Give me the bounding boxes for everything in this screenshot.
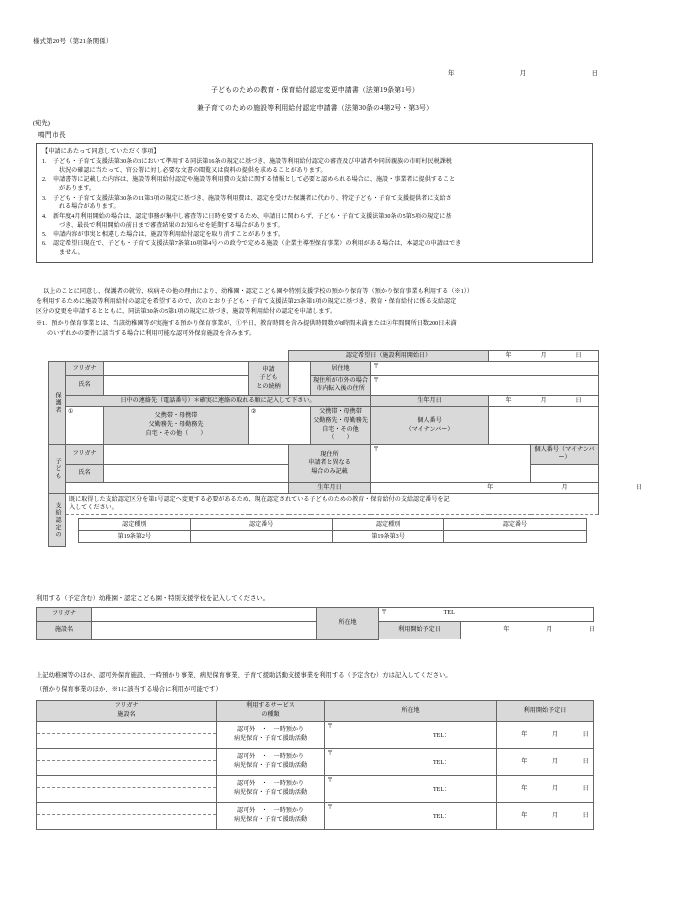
form-number: 様式第20号（第21条関係） bbox=[33, 38, 113, 45]
date-year-label: 年 bbox=[448, 70, 455, 77]
consent-item-text-main: 子ども・子育て支援法第30条の3において準用する同法第16条の規定に基づき、施設等利用給付認定の審査及び申請者や同居親族の市町村民税課税 bbox=[53, 159, 452, 166]
facility-location-label: 所在地 bbox=[317, 608, 379, 640]
guardian-birth-year: 年 bbox=[505, 397, 512, 404]
other-facility-name-input-2[interactable] bbox=[37, 761, 216, 775]
bottom-caption-1: 上記幼稚園等のほか、認可外保育施設、一時預かり事業、病児保育事業、子育て援助活動支援事業を利用する（予定含む）方は記入してください。 bbox=[36, 672, 452, 679]
status-section-label: 支給認定の bbox=[49, 493, 66, 546]
other-facility-name-input-4[interactable] bbox=[37, 815, 216, 829]
consent-item-text-main: 新年度4月利用開始の場合は、認定事務が集中し審査等に日時を要するため、申請日に関わらず、子ども・子育て支援法第30条の5第5項の規定に基 bbox=[53, 213, 452, 220]
child-birth-year: 年 bbox=[487, 484, 494, 491]
facility-start-month: 月 bbox=[546, 627, 553, 634]
hope-date-label: 認定希望日（施設利用開始日） bbox=[289, 351, 489, 362]
body-paragraph-line-2: を利用するために施設等利用給付の認定を希望するので、次のとおり子ども・子育て支援法第23条第1項の規定に基づき、教育・保育給付に係る支給認定 bbox=[36, 298, 457, 305]
document-title bbox=[0, 86, 630, 114]
outside-city-label: 現住所が市外の場合 市内転入後の住所 bbox=[311, 376, 371, 395]
guardian-birthdate-label: 生年月日 bbox=[371, 395, 489, 406]
consent-item bbox=[42, 158, 587, 176]
other-year-3: 年 bbox=[521, 786, 528, 793]
contact-header-label: 日中の連絡先（電話番号）＊確実に連絡の取れる順に記入して下さい。 bbox=[66, 395, 371, 406]
facility-start-row bbox=[379, 622, 594, 639]
other-start-date-header: 利用開始予定日 bbox=[497, 701, 594, 722]
consent-item-text bbox=[53, 231, 587, 240]
certification-table bbox=[78, 518, 587, 543]
consent-item-text-cont: があります。 bbox=[59, 186, 96, 193]
cert-type-header-2: 認定種別 bbox=[332, 519, 444, 531]
child-birthdate-input[interactable] bbox=[371, 482, 642, 493]
consent-item bbox=[42, 176, 587, 194]
other-facility-cell-1[interactable] bbox=[37, 722, 217, 749]
facility-start-cell bbox=[379, 622, 594, 640]
guardian-birth-month: 月 bbox=[540, 397, 547, 404]
other-facility-cell-2[interactable] bbox=[37, 749, 217, 776]
guardian-section-label: 保護者 bbox=[49, 362, 66, 445]
residence-input[interactable] bbox=[371, 362, 599, 376]
contact-2-options[interactable]: 父携帯・母携帯 父勤務先・母勤務先 自宅・その他（ ） bbox=[311, 406, 371, 444]
consent-item-number: 6. bbox=[42, 241, 47, 248]
cert-number-input-1[interactable] bbox=[190, 531, 332, 543]
consent-box bbox=[36, 143, 593, 263]
consent-item-text-main: 認定希望日現在で、子ども・子育て支援法第7条第10項第4号ハの政令で定める施設（企業主導型保育事業）の利用がある場合は、本認定の申請はでき bbox=[53, 241, 462, 248]
addressee-name: 鳴門市長 bbox=[38, 132, 66, 139]
consent-item bbox=[42, 195, 587, 213]
consent-item bbox=[42, 240, 587, 258]
facility-furigana-row bbox=[37, 608, 594, 622]
consent-item-text bbox=[53, 158, 587, 176]
hope-date-day: 日 bbox=[575, 353, 582, 359]
consent-item-number: 1. bbox=[42, 159, 47, 166]
child-address-label: 現住所 申請者と異なる 場合のみ記載 bbox=[289, 445, 371, 482]
postal-mark-icon: 〒 bbox=[373, 447, 380, 454]
status-note bbox=[66, 493, 599, 514]
table-row bbox=[37, 749, 594, 776]
other-service-type-header: 利用するサービス の種類 bbox=[217, 701, 325, 722]
other-location-header: 所在地 bbox=[325, 701, 497, 722]
cert-number-input-2[interactable] bbox=[444, 531, 586, 543]
other-start-date-3[interactable] bbox=[497, 776, 594, 803]
facility-name-row bbox=[37, 622, 594, 640]
consent-item-number: 2. bbox=[42, 177, 47, 184]
other-location-1[interactable] bbox=[325, 722, 497, 749]
relation-input[interactable] bbox=[289, 362, 311, 395]
contact-2-input[interactable]: ② bbox=[249, 406, 311, 444]
guardian-birth-day: 日 bbox=[575, 397, 582, 404]
other-service-type-4[interactable]: 認可外 ・ 一時預かり 病児保育・子育て援助活動 bbox=[217, 803, 325, 830]
facility-furigana-input[interactable] bbox=[92, 608, 317, 622]
consent-item-text-cont: づき、最長で利用開始の前日まで審査結果のお知らせを延期する場合があります。 bbox=[59, 222, 284, 229]
guardian-contact-header-row bbox=[49, 395, 599, 406]
cert-type-value-1: 第19条第2号 bbox=[79, 531, 191, 543]
other-day-1: 日 bbox=[582, 732, 589, 739]
other-start-date-1[interactable] bbox=[497, 722, 594, 749]
other-month-2: 月 bbox=[551, 759, 559, 766]
postal-mark-icon: 〒 bbox=[327, 778, 334, 785]
postal-mark-icon: 〒 bbox=[327, 751, 334, 758]
title-line-2: 兼子育てのための施設等利用給付認定申請書（法第30条の4第2号・第3号） bbox=[196, 105, 434, 113]
contact-1-input[interactable]: ① bbox=[66, 406, 104, 444]
consent-item-number: 3. bbox=[42, 195, 47, 202]
cert-subtable-wrapper bbox=[66, 515, 599, 544]
other-year-4: 年 bbox=[521, 813, 528, 820]
addressee-label: (宛先) bbox=[33, 120, 50, 127]
status-note-line-1: 既に取得した支給認定区分を第1号認定へ変更する必要があるため、現在認定されている子どものための教育・保育給付の支給認定番号を記 bbox=[69, 496, 450, 503]
child-furigana-label: フリガナ bbox=[66, 445, 104, 464]
other-tel-label-3: TEL： bbox=[433, 786, 450, 793]
contact-1-options[interactable]: 父携帯・母携帯 父勤務先・母勤務先 自宅・その他（ ） bbox=[104, 406, 249, 444]
facility-location-input[interactable] bbox=[379, 608, 594, 622]
consent-item-text-main: 申請書等に記載した内容は、施設等利用給付認定や施設等利用費の支給に関する情報として必要と認められる場合に、施設・事業者に提供すること bbox=[53, 177, 456, 184]
relation-label: 申請 子ども との続柄 bbox=[249, 362, 289, 395]
guardian-name-label: 氏名 bbox=[66, 376, 104, 395]
table-row bbox=[37, 803, 594, 830]
facility-start-label: 利用開始予定日 bbox=[379, 622, 461, 639]
consent-item-text bbox=[53, 195, 587, 213]
status-spacer-row bbox=[49, 543, 599, 546]
body-paragraph-line-1: 以上のことに同意し、保護者の就労、疾病その他の理由により、幼稚園・認定こども園や特別支援学校の預かり保育等（預かり保育事業も利用する（※1）） bbox=[43, 289, 473, 295]
status-note-row bbox=[49, 493, 599, 514]
certification-header-row bbox=[79, 519, 587, 531]
consent-item-text bbox=[53, 213, 587, 231]
date-day-label: 日 bbox=[591, 70, 598, 77]
other-facility-cell-4[interactable] bbox=[37, 803, 217, 830]
footnote-1-line-1: ※1．預かり保育事業とは、当該幼稚園等が実施する預かり保育事業が、①平日、教育時間を含み提供時間数が8時間未満または②年間開所日数200日未満 bbox=[36, 321, 457, 327]
consent-item-text-cont: 状況の確認に当たって、官公署に対し必要な文書の閲覧又は資料の提供を求めることがあります。 bbox=[59, 168, 327, 175]
other-service-type-3[interactable]: 認可外 ・ 一時預かり 病児保育・子育て援助活動 bbox=[217, 776, 325, 803]
cert-type-value-2: 第19条第3号 bbox=[332, 531, 444, 543]
child-birth-day: 日 bbox=[635, 484, 642, 491]
other-month-4: 月 bbox=[551, 813, 559, 820]
postal-mark-icon: 〒 bbox=[327, 724, 334, 731]
facility-name-label: 施設名 bbox=[37, 622, 92, 640]
facility-furigana-label: フリガナ bbox=[37, 608, 92, 622]
table-row bbox=[37, 776, 594, 803]
applicant-main-table bbox=[48, 350, 642, 547]
other-year-2: 年 bbox=[521, 759, 528, 766]
child-name-input[interactable] bbox=[104, 464, 289, 482]
consent-title: 【申請にあたって同意していただく事項】 bbox=[42, 149, 160, 155]
child-address-input[interactable] bbox=[371, 445, 531, 482]
consent-item-text-cont: ません。 bbox=[59, 250, 84, 257]
child-birthdate-row bbox=[49, 482, 599, 493]
facility-start-day: 日 bbox=[589, 627, 596, 634]
footnote-1-line-2: のいずれかの要件に該当する場合に利用可能な認可外保育施設を含みます。 bbox=[47, 330, 256, 337]
other-start-date-4[interactable] bbox=[497, 803, 594, 830]
other-month-3: 月 bbox=[551, 786, 559, 793]
hope-date-month: 月 bbox=[540, 353, 547, 359]
footnote-1 bbox=[36, 320, 593, 340]
guardian-furigana-input[interactable] bbox=[104, 362, 249, 376]
postal-mark-icon: 〒 bbox=[327, 805, 334, 812]
outside-city-input[interactable] bbox=[371, 376, 599, 395]
postal-mark-icon: 〒 bbox=[373, 364, 380, 371]
table-row bbox=[37, 722, 594, 749]
cert-number-header-2: 認定番号 bbox=[444, 519, 586, 531]
other-day-4: 日 bbox=[582, 813, 589, 820]
facility-table bbox=[36, 607, 594, 640]
bottom-caption-2: （預かり保育事業のほか、※1に該当する場合に利用が可能です） bbox=[36, 686, 222, 693]
child-furigana-row bbox=[49, 445, 599, 464]
consent-item-text bbox=[53, 240, 587, 258]
other-start-date-2[interactable] bbox=[497, 749, 594, 776]
consent-item-text-main: 申請内容が事実と相違した場合は、施設等利用給付認定を取り消すことがあります。 bbox=[53, 231, 285, 238]
child-mynumber-input[interactable] bbox=[531, 464, 599, 482]
guardian-furigana-label: フリガナ bbox=[66, 362, 104, 376]
hope-date-row bbox=[49, 351, 599, 362]
other-location-2[interactable] bbox=[325, 749, 497, 776]
facility-name-input[interactable] bbox=[92, 622, 317, 640]
postal-mark-icon: 〒 bbox=[373, 378, 380, 385]
other-service-type-2[interactable]: 認可外 ・ 一時預かり 病児保育・子育て援助活動 bbox=[217, 749, 325, 776]
cert-type-header-1: 認定種別 bbox=[79, 519, 191, 531]
status-note-line-2: 入してください。 bbox=[69, 505, 118, 512]
guardian-birthdate-input[interactable] bbox=[489, 395, 599, 406]
child-birthdate-label: 生年月日 bbox=[289, 482, 371, 493]
consent-item-text-cont: れる場合があります。 bbox=[59, 204, 120, 211]
other-service-type-1[interactable]: 認可外 ・ 一時預かり 病児保育・子育て援助活動 bbox=[217, 722, 325, 749]
facility-start-input[interactable] bbox=[461, 622, 594, 639]
consent-item bbox=[42, 213, 587, 231]
hope-date-year: 年 bbox=[505, 353, 512, 359]
consent-item-number: 5. bbox=[42, 231, 47, 238]
guardian-contact-row bbox=[49, 406, 599, 444]
other-tel-label-4: TEL： bbox=[433, 813, 450, 820]
other-day-2: 日 bbox=[582, 759, 589, 766]
child-name-label: 氏名 bbox=[66, 464, 104, 482]
child-furigana-input[interactable] bbox=[104, 445, 289, 464]
child-birth-month: 月 bbox=[561, 484, 568, 491]
facility-start-year: 年 bbox=[503, 627, 510, 634]
certification-value-row bbox=[79, 531, 587, 543]
other-furigana-input-1[interactable] bbox=[37, 722, 216, 734]
other-tel-label-2: TEL： bbox=[433, 759, 450, 766]
other-year-1: 年 bbox=[521, 732, 528, 739]
child-section-label: 子ども bbox=[49, 445, 66, 494]
other-facility-header: フリガナ 施設名 bbox=[37, 701, 217, 722]
other-services-header-row bbox=[37, 701, 594, 722]
other-facility-name-input-3[interactable] bbox=[37, 788, 216, 802]
facility-tel-label: TEL bbox=[443, 610, 455, 616]
consent-item bbox=[42, 231, 587, 240]
other-day-3: 日 bbox=[582, 786, 589, 793]
body-paragraph-line-3: 区分の変更を申請するとともに、同法第30条の5第1項の規定に基づき、施設等利用給付の認定を申請します。 bbox=[36, 308, 337, 315]
child-mynumber-label: 個人番号（マイナンバー） bbox=[531, 445, 599, 464]
other-services-table bbox=[36, 700, 594, 830]
consent-item-text-main: 子ども・子育て支援法第30条の11第3項の規定に基づき、施設等利用費は、認定を受けた保護者に代わり、特定子ども・子育て支援提供者に支給さ bbox=[53, 195, 452, 202]
other-furigana-input-4[interactable] bbox=[37, 803, 216, 815]
guardian-name-row bbox=[49, 376, 599, 395]
consent-item-text bbox=[53, 176, 587, 194]
facility-caption: 利用する（予定含む）幼稚園・認定こども園・特別支援学校を記入してください。 bbox=[36, 595, 269, 602]
other-furigana-input-2[interactable] bbox=[37, 749, 216, 761]
guardian-mynumber-label: 個人番号 （マイナンバー） bbox=[371, 406, 489, 444]
date-month-label: 月 bbox=[519, 70, 527, 77]
postal-mark-icon: 〒 bbox=[381, 610, 388, 616]
other-furigana-input-3[interactable] bbox=[37, 776, 216, 788]
submission-date-line bbox=[448, 70, 598, 79]
hope-date-value[interactable] bbox=[489, 351, 599, 362]
body-paragraph bbox=[36, 288, 593, 318]
other-facility-name-input-1[interactable] bbox=[37, 734, 216, 748]
guardian-furigana-row bbox=[49, 362, 599, 376]
cert-number-header-1: 認定番号 bbox=[190, 519, 332, 531]
cert-header-row bbox=[49, 515, 599, 544]
guardian-mynumber-input[interactable] bbox=[489, 406, 599, 444]
other-facility-cell-3[interactable] bbox=[37, 776, 217, 803]
other-location-4[interactable] bbox=[325, 803, 497, 830]
other-location-3[interactable] bbox=[325, 776, 497, 803]
other-month-1: 月 bbox=[551, 732, 559, 739]
facility-start-subtable bbox=[379, 622, 594, 639]
other-tel-label-1: TEL： bbox=[433, 732, 450, 739]
title-line-1: 子どものための教育・保育給付認定変更申請書（法第19条第1号） bbox=[211, 87, 419, 94]
residence-label: 居住地 bbox=[311, 362, 371, 376]
consent-item-number: 4. bbox=[42, 213, 47, 220]
guardian-name-input[interactable] bbox=[104, 376, 249, 395]
